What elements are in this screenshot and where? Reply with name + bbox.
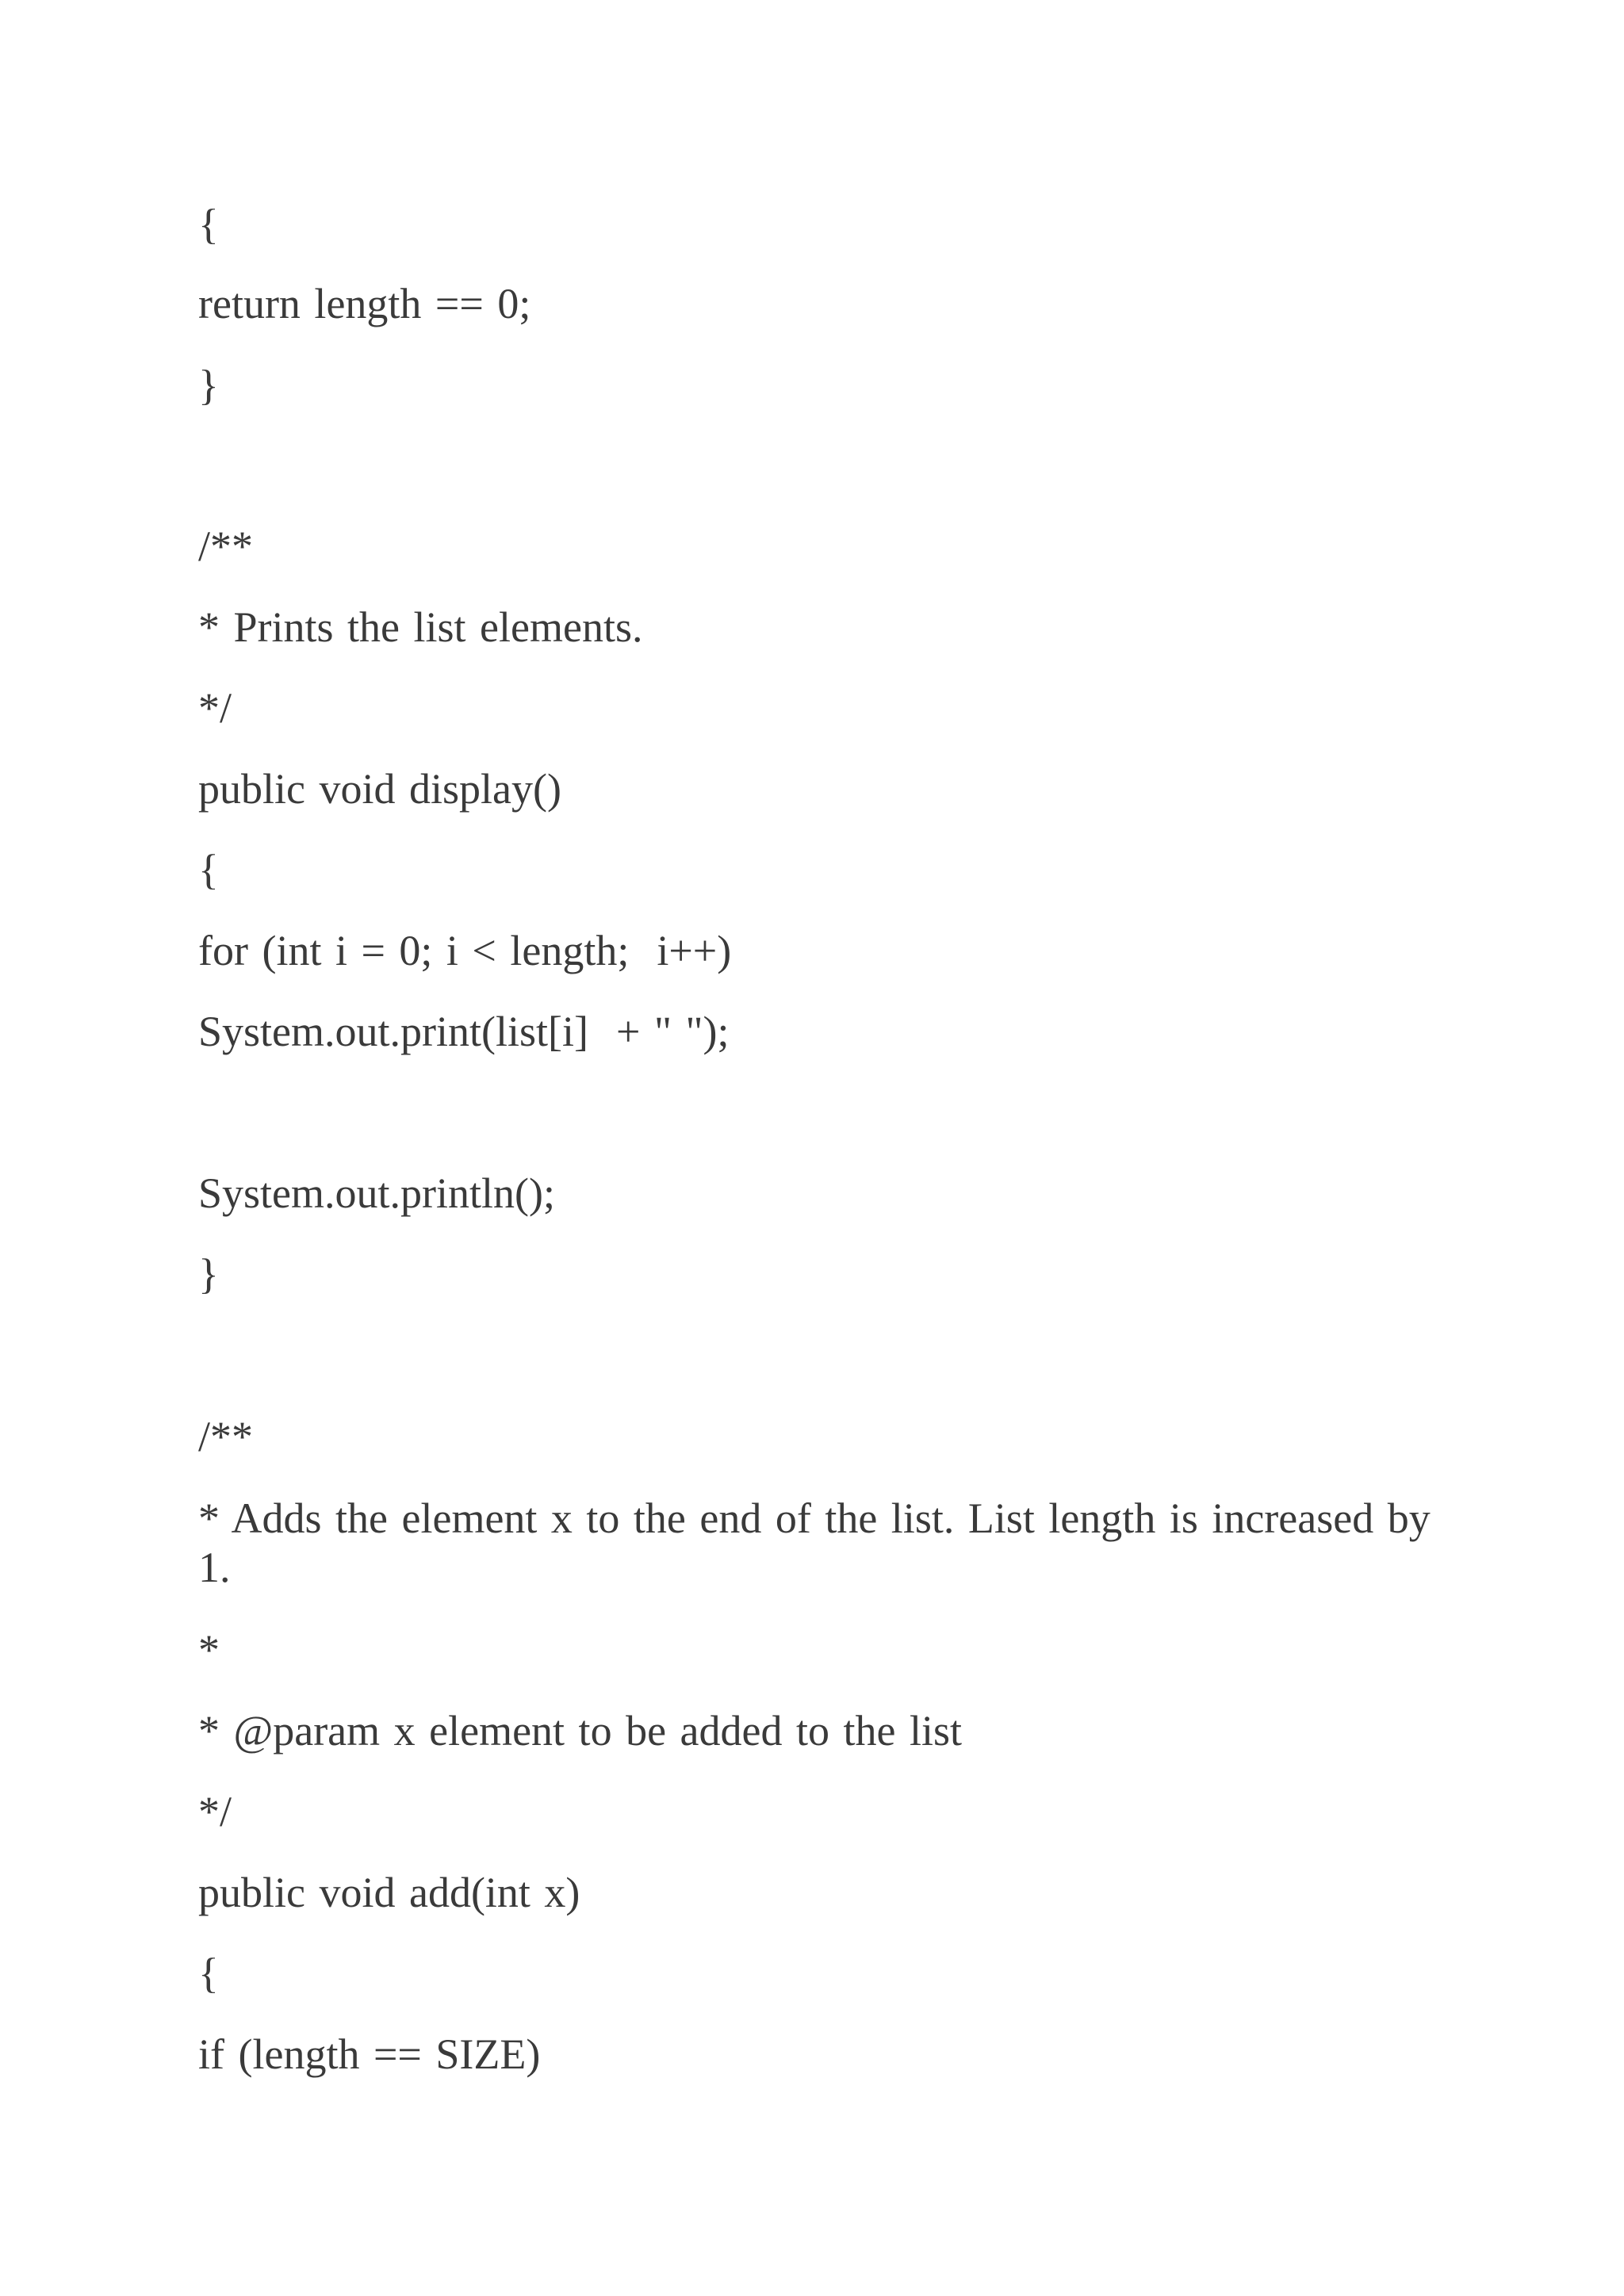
code-line: {	[198, 201, 219, 248]
code-line: return length == 0;	[198, 280, 531, 327]
code-line: * @param x element to be added to the list	[198, 1707, 962, 1755]
code-line: for (int i = 0; i < length; i++)	[198, 927, 732, 974]
code-line: */	[198, 684, 232, 732]
code-line: */	[198, 1788, 232, 1835]
code-line: }	[198, 1250, 219, 1298]
code-line: System.out.println();	[198, 1169, 555, 1217]
code-line: * Adds the element x to the end of the list. List length is increased by 1.	[198, 1494, 1445, 1591]
code-line: public void add(int x)	[198, 1869, 580, 1916]
code-line: }	[198, 362, 219, 409]
code-line: /**	[198, 1413, 254, 1460]
code-line: {	[198, 846, 219, 894]
code-line: System.out.print(list[i] + " ");	[198, 1008, 730, 1055]
code-line: *	[198, 1626, 220, 1674]
code-line: if (length == SIZE)	[198, 2030, 541, 2078]
code-line: {	[198, 1950, 219, 1997]
code-line: * Prints the list elements.	[198, 603, 643, 651]
code-line: public void display()	[198, 765, 561, 813]
code-line: /**	[198, 522, 254, 570]
